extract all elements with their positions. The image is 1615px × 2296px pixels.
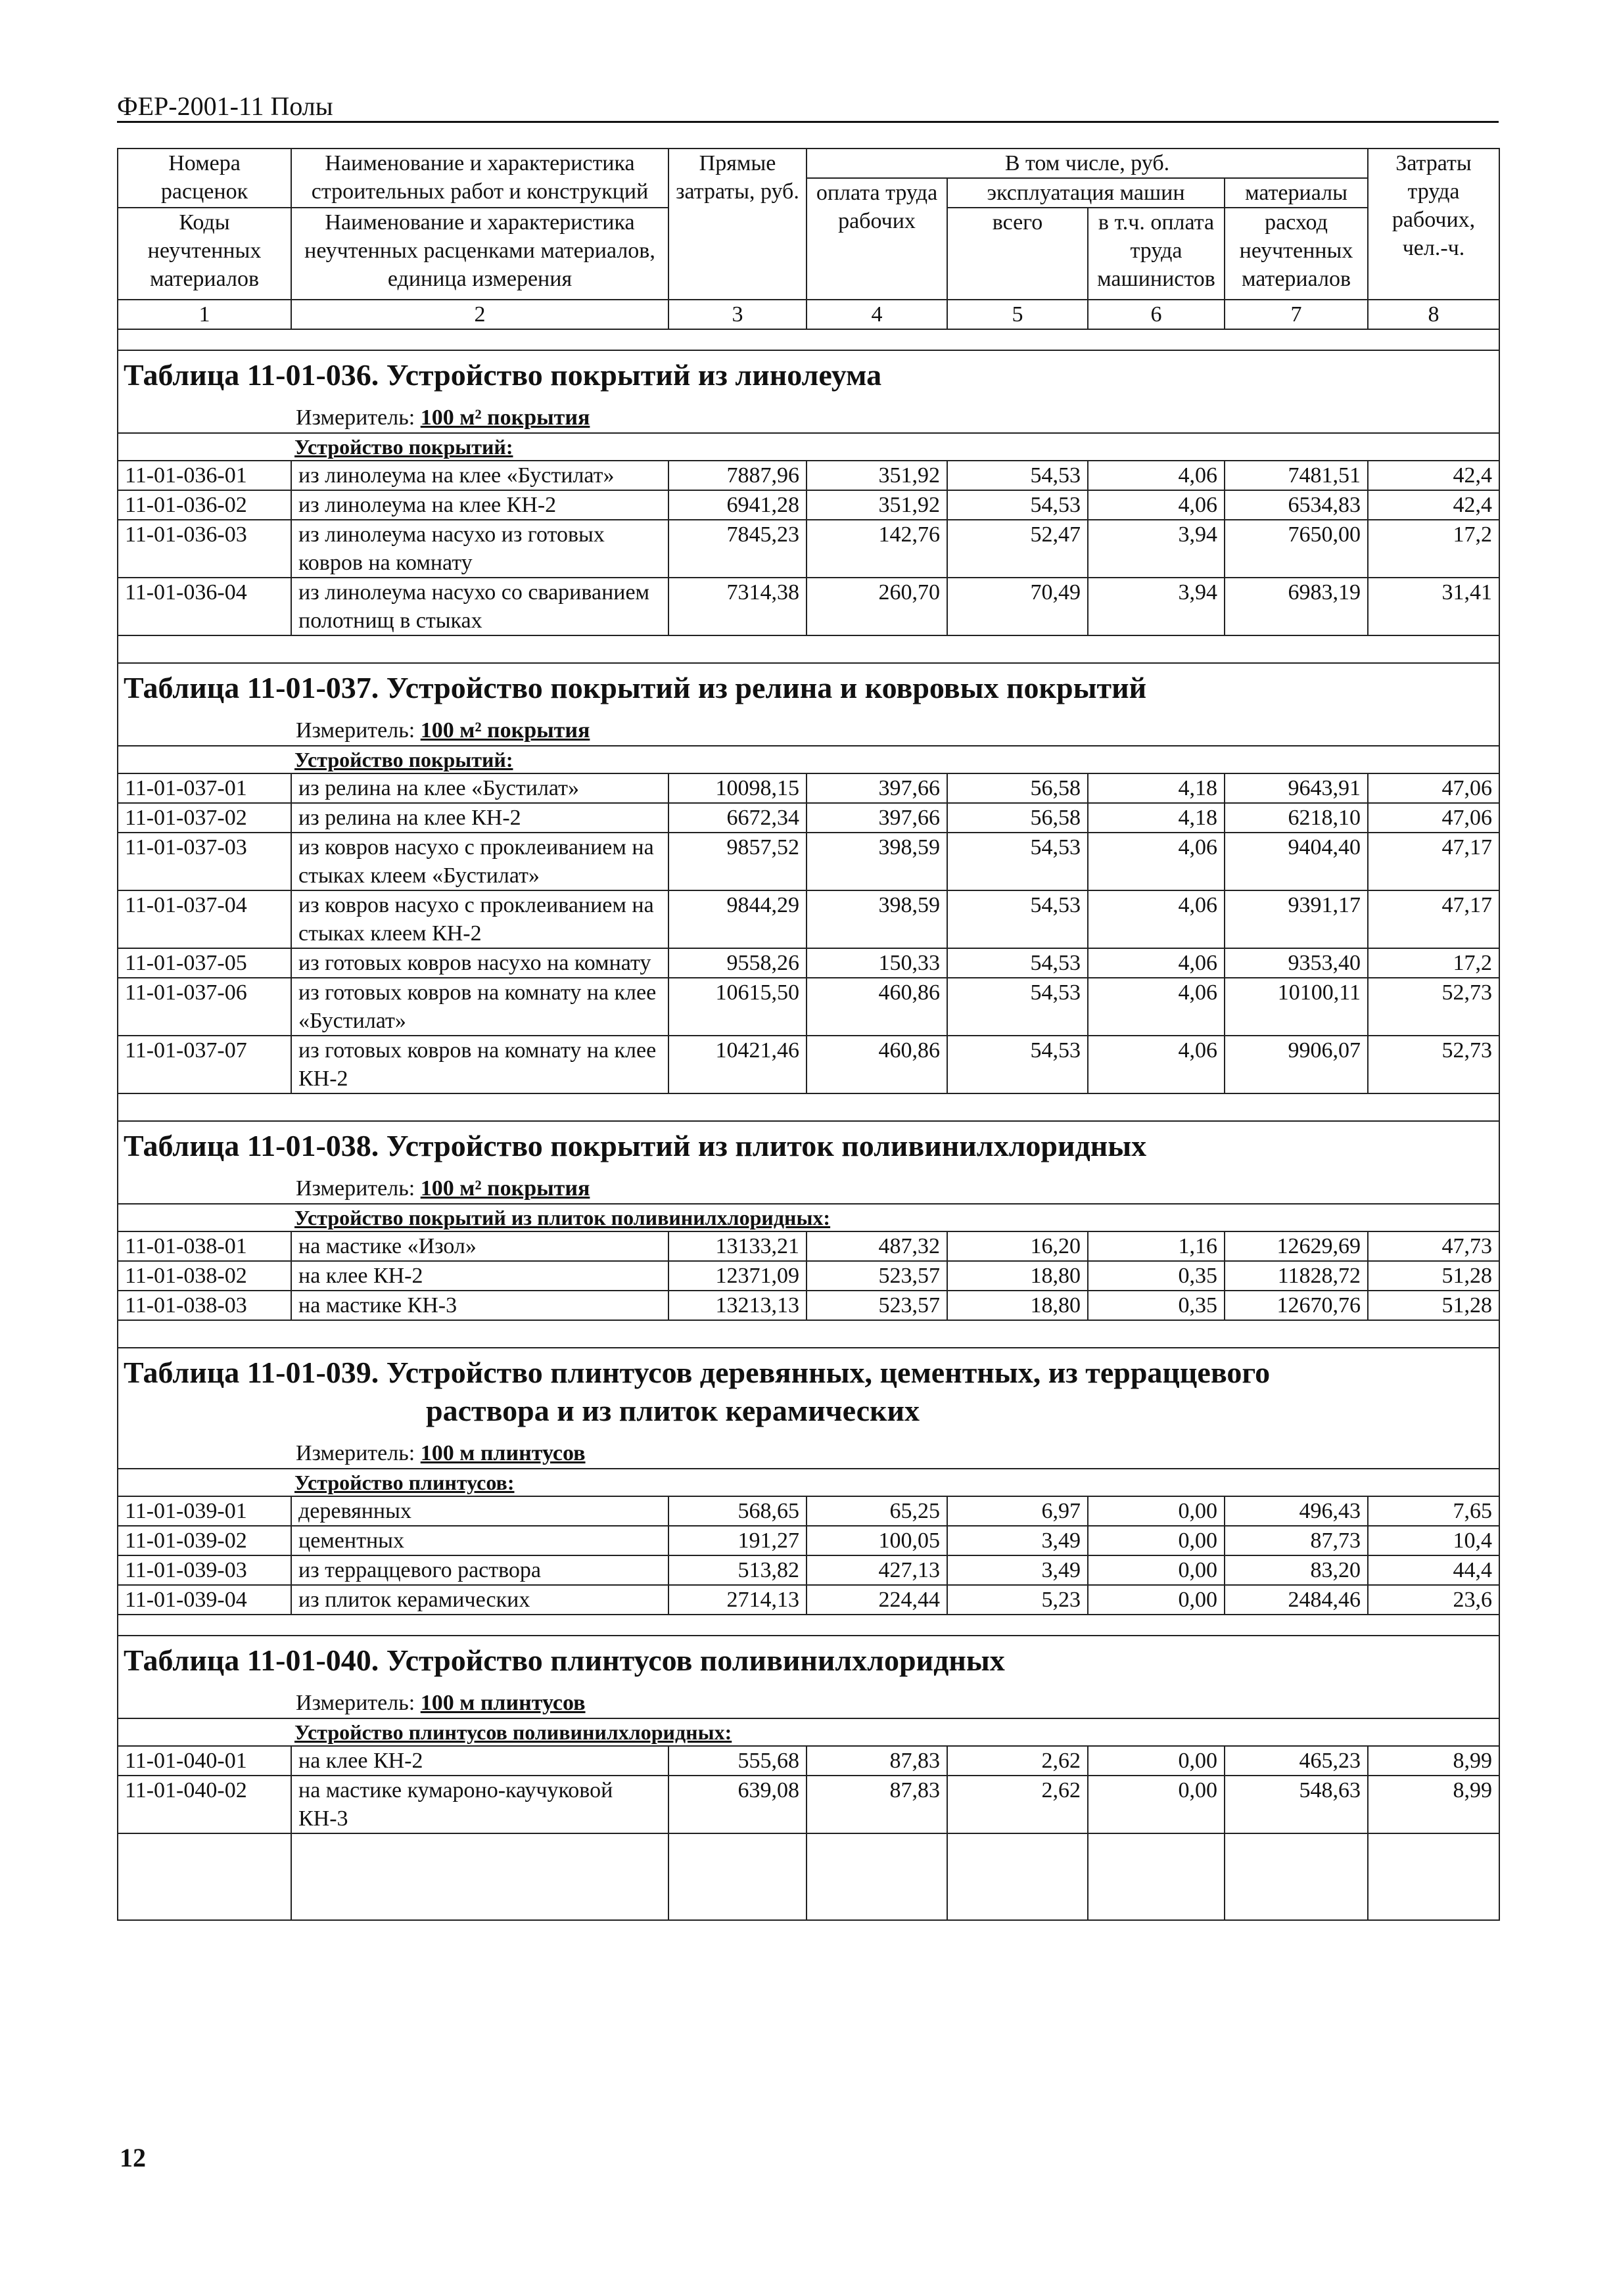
labor-pay-cell: 398,59 (807, 833, 947, 890)
labor-pay-cell: 460,86 (807, 1036, 947, 1093)
table-gap (118, 1320, 1499, 1348)
direct-costs-cell: 13213,13 (668, 1291, 807, 1320)
table-row (118, 1555, 1499, 1585)
table-title-row (118, 350, 1499, 403)
rate-name: из релина на клее «Бустилат» (291, 773, 668, 803)
table-gap (118, 1615, 1499, 1636)
rate-code: 11-01-039-03 (118, 1555, 291, 1585)
machines-total-cell: 54,53 (947, 948, 1088, 978)
labor-pay-cell: 351,92 (807, 490, 947, 520)
labor-pay-cell: 142,76 (807, 520, 947, 578)
rate-code: 11-01-040-02 (118, 1776, 291, 1833)
materials-cell: 7650,00 (1225, 520, 1368, 578)
labor-hours-cell: 47,06 (1368, 773, 1499, 803)
rate-name: на мастике «Изол» (291, 1231, 668, 1261)
operator-pay-cell: 4,06 (1088, 833, 1225, 890)
header-machines: эксплуатация машин (947, 178, 1225, 208)
direct-costs-cell: 7314,38 (668, 578, 807, 635)
direct-costs-cell: 10421,46 (668, 1036, 807, 1093)
labor-pay-cell: 487,32 (807, 1231, 947, 1261)
labor-pay-cell: 427,13 (807, 1555, 947, 1585)
labor-hours-cell: 47,73 (1368, 1231, 1499, 1261)
labor-pay-cell: 224,44 (807, 1585, 947, 1615)
machines-total-cell: 54,53 (947, 490, 1088, 520)
table-row (118, 1585, 1499, 1615)
labor-hours-cell: 44,4 (1368, 1555, 1499, 1585)
labor-hours-cell: 10,4 (1368, 1526, 1499, 1555)
labor-hours-cell: 47,17 (1368, 833, 1499, 890)
table-row (118, 1526, 1499, 1555)
header-labor-cost: Затраты труда рабочих, чел.-ч. (1368, 149, 1499, 300)
labor-pay-cell: 460,86 (807, 978, 947, 1036)
header-rates-num: Номера расценок (118, 149, 291, 208)
direct-costs-cell: 9558,26 (668, 948, 807, 978)
measure-row (118, 716, 1499, 746)
table-row (118, 1776, 1499, 1833)
rate-code: 11-01-037-06 (118, 978, 291, 1036)
operator-pay-cell: 0,00 (1088, 1555, 1225, 1585)
rate-name: из линолеума на клее «Бустилат» (291, 461, 668, 490)
direct-costs-cell: 6941,28 (668, 490, 807, 520)
labor-pay-cell: 87,83 (807, 1776, 947, 1833)
measure-label: Измеритель: (296, 1441, 421, 1465)
operator-pay-cell: 4,06 (1088, 978, 1225, 1036)
labor-pay-cell: 87,83 (807, 1746, 947, 1776)
machines-total-cell: 18,80 (947, 1291, 1088, 1320)
rate-code: 11-01-036-02 (118, 490, 291, 520)
labor-pay-cell: 398,59 (807, 890, 947, 948)
labor-hours-cell: 42,4 (1368, 490, 1499, 520)
rate-name: из ковров насухо с проклеиванием на стыках клеем КН-2 (291, 890, 668, 948)
materials-cell: 9906,07 (1225, 1036, 1368, 1093)
operator-pay-cell: 4,18 (1088, 803, 1225, 833)
labor-pay-cell: 523,57 (807, 1291, 947, 1320)
col-number: 4 (807, 300, 947, 329)
rate-code: 11-01-039-04 (118, 1585, 291, 1615)
machines-total-cell: 3,49 (947, 1526, 1088, 1555)
header-consumption: расход неучтенных материалов (1225, 208, 1368, 300)
measure-label: Измеритель: (296, 405, 421, 430)
table-row (118, 1291, 1499, 1320)
direct-costs-cell: 12371,09 (668, 1261, 807, 1291)
machines-total-cell: 54,53 (947, 1036, 1088, 1093)
materials-cell: 6218,10 (1225, 803, 1368, 833)
table-row (118, 948, 1499, 978)
rate-code: 11-01-036-01 (118, 461, 291, 490)
operator-pay-cell: 4,06 (1088, 1036, 1225, 1093)
section-title: Устройство покрытий: (118, 746, 1499, 773)
rate-code: 11-01-037-04 (118, 890, 291, 948)
labor-hours-cell: 17,2 (1368, 520, 1499, 578)
labor-hours-cell: 52,73 (1368, 1036, 1499, 1093)
materials-cell: 9353,40 (1225, 948, 1368, 978)
rate-name: из готовых ковров на комнату на клее КН-2 (291, 1036, 668, 1093)
rate-code: 11-01-037-02 (118, 803, 291, 833)
machines-total-cell: 18,80 (947, 1261, 1088, 1291)
rate-name: из плиток керамических (291, 1585, 668, 1615)
col-number: 8 (1368, 300, 1499, 329)
page-number: 12 (120, 2143, 146, 2172)
measure-label: Измеритель: (296, 1691, 421, 1715)
section-title: Устройство плинтусов поливинилхлоридных: (118, 1718, 1499, 1746)
labor-hours-cell: 47,06 (1368, 803, 1499, 833)
table-title: Таблица 11-01-036. Устройство покрытий из линолеума (124, 358, 882, 392)
operator-pay-cell: 4,06 (1088, 948, 1225, 978)
table-row (118, 520, 1499, 578)
table-title: Таблица 11-01-040. Устройство плинтусов поливинилхлоридных (124, 1643, 1005, 1677)
materials-cell: 11828,72 (1225, 1261, 1368, 1291)
operator-pay-cell: 0,00 (1088, 1496, 1225, 1526)
operator-pay-cell: 4,06 (1088, 490, 1225, 520)
header-materials: материалы (1225, 178, 1368, 208)
table-row (118, 1746, 1499, 1776)
machines-total-cell: 56,58 (947, 773, 1088, 803)
labor-hours-cell: 51,28 (1368, 1261, 1499, 1291)
operator-pay-cell: 4,06 (1088, 461, 1225, 490)
table-row (118, 890, 1499, 948)
machines-total-cell: 56,58 (947, 803, 1088, 833)
labor-pay-cell: 397,66 (807, 803, 947, 833)
rate-code: 11-01-039-01 (118, 1496, 291, 1526)
rate-code: 11-01-036-03 (118, 520, 291, 578)
header-total: всего (947, 208, 1088, 300)
labor-pay-cell: 260,70 (807, 578, 947, 635)
section-row (118, 1469, 1499, 1496)
section-row (118, 746, 1499, 773)
table-body (118, 329, 1499, 1920)
rate-code: 11-01-036-04 (118, 578, 291, 635)
table-row (118, 1496, 1499, 1526)
table-row (118, 803, 1499, 833)
machines-total-cell: 54,53 (947, 833, 1088, 890)
labor-hours-cell: 31,41 (1368, 578, 1499, 635)
table-title-row (118, 1636, 1499, 1689)
labor-pay-cell: 351,92 (807, 461, 947, 490)
header-codes: Коды неучтенных материалов (118, 208, 291, 300)
labor-hours-cell: 8,99 (1368, 1776, 1499, 1833)
table-row (118, 490, 1499, 520)
labor-hours-cell: 23,6 (1368, 1585, 1499, 1615)
materials-cell: 496,43 (1225, 1496, 1368, 1526)
labor-hours-cell: 17,2 (1368, 948, 1499, 978)
direct-costs-cell: 568,65 (668, 1496, 807, 1526)
table-row (118, 1231, 1499, 1261)
materials-cell: 9404,40 (1225, 833, 1368, 890)
materials-cell: 9391,17 (1225, 890, 1368, 948)
table-row (118, 833, 1499, 890)
header-incl-pay: в т.ч. оплата труда машинистов (1088, 208, 1225, 300)
materials-cell: 465,23 (1225, 1746, 1368, 1776)
materials-cell: 6534,83 (1225, 490, 1368, 520)
materials-cell: 2484,46 (1225, 1585, 1368, 1615)
machines-total-cell: 5,23 (947, 1585, 1088, 1615)
rate-code: 11-01-040-01 (118, 1746, 291, 1776)
col-number: 5 (947, 300, 1088, 329)
labor-pay-cell: 397,66 (807, 773, 947, 803)
rate-name: из линолеума насухо со свариванием полотнищ в стыках (291, 578, 668, 635)
labor-hours-cell: 47,17 (1368, 890, 1499, 948)
rate-name: цементных (291, 1526, 668, 1555)
operator-pay-cell: 0,00 (1088, 1776, 1225, 1833)
table-title: Таблица 11-01-038. Устройство покрытий из плиток поливинилхлоридных (124, 1129, 1147, 1162)
rate-name: из готовых ковров насухо на комнату (291, 948, 668, 978)
direct-costs-cell: 7887,96 (668, 461, 807, 490)
direct-costs-cell: 13133,21 (668, 1231, 807, 1261)
machines-total-cell: 52,47 (947, 520, 1088, 578)
operator-pay-cell: 0,00 (1088, 1585, 1225, 1615)
direct-costs-cell: 513,82 (668, 1555, 807, 1585)
section-row (118, 1718, 1499, 1746)
header-rule (117, 121, 1499, 123)
materials-cell: 87,73 (1225, 1526, 1368, 1555)
measure-unit: 100 м² покрытия (420, 1176, 590, 1201)
rate-code: 11-01-038-01 (118, 1231, 291, 1261)
table-gap (118, 635, 1499, 663)
labor-pay-cell: 100,05 (807, 1526, 947, 1555)
rate-code: 11-01-037-03 (118, 833, 291, 890)
operator-pay-cell: 4,18 (1088, 773, 1225, 803)
labor-hours-cell: 51,28 (1368, 1291, 1499, 1320)
direct-costs-cell: 191,27 (668, 1526, 807, 1555)
materials-cell: 7481,51 (1225, 461, 1368, 490)
table-title: Таблица 11-01-037. Устройство покрытий из релина и ковровых покрытий (124, 671, 1147, 704)
rate-name: деревянных (291, 1496, 668, 1526)
measure-unit: 100 м плинтусов (420, 1691, 586, 1715)
measure-row (118, 403, 1499, 433)
materials-cell: 548,63 (1225, 1776, 1368, 1833)
header-incl: В том числе, руб. (807, 149, 1368, 178)
table-gap (118, 1093, 1499, 1121)
operator-pay-cell: 0,00 (1088, 1526, 1225, 1555)
machines-total-cell: 54,53 (947, 890, 1088, 948)
col-number: 6 (1088, 300, 1225, 329)
rate-code: 11-01-038-02 (118, 1261, 291, 1291)
direct-costs-cell: 555,68 (668, 1746, 807, 1776)
labor-pay-cell: 523,57 (807, 1261, 947, 1291)
col-number: 1 (118, 300, 291, 329)
materials-cell: 12629,69 (1225, 1231, 1368, 1261)
header-name-unc: Наименование и характеристика неучтенных расценками материалов, единица измерения (291, 208, 668, 300)
materials-cell: 9643,91 (1225, 773, 1368, 803)
labor-hours-cell: 52,73 (1368, 978, 1499, 1036)
direct-costs-cell: 10615,50 (668, 978, 807, 1036)
section-title: Устройство покрытий: (118, 433, 1499, 461)
operator-pay-cell: 3,94 (1088, 578, 1225, 635)
col-number: 2 (291, 300, 668, 329)
rate-name: из терраццевого раствора (291, 1555, 668, 1585)
table-title-row (118, 1121, 1499, 1174)
rate-name: из релина на клее КН-2 (291, 803, 668, 833)
rate-name: из линолеума насухо из готовых ковров на комнату (291, 520, 668, 578)
direct-costs-cell: 9857,52 (668, 833, 807, 890)
labor-pay-cell: 65,25 (807, 1496, 947, 1526)
labor-hours-cell: 7,65 (1368, 1496, 1499, 1526)
table-title: Таблица 11-01-039. Устройство плинтусов деревянных, цементных, из терраццевого (124, 1356, 1271, 1389)
price-table (117, 148, 1500, 1921)
header-labor-pay: оплата труда рабочих (807, 178, 947, 300)
col-number: 3 (668, 300, 807, 329)
rate-name: из готовых ковров на комнату на клее «Бустилат» (291, 978, 668, 1036)
table-gap (118, 329, 1499, 350)
measure-label: Измеритель: (296, 718, 421, 743)
rate-code: 11-01-039-02 (118, 1526, 291, 1555)
machines-total-cell: 54,53 (947, 461, 1088, 490)
rate-name: из линолеума на клее КН-2 (291, 490, 668, 520)
materials-cell: 6983,19 (1225, 578, 1368, 635)
table-tail (118, 1833, 1499, 1920)
machines-total-cell: 2,62 (947, 1746, 1088, 1776)
rate-name: на мастике КН-3 (291, 1291, 668, 1320)
col-number: 7 (1225, 300, 1368, 329)
direct-costs-cell: 10098,15 (668, 773, 807, 803)
table-row (118, 978, 1499, 1036)
measure-unit: 100 м плинтусов (420, 1441, 586, 1465)
rate-name: из ковров насухо с проклеиванием на стыках клеем «Бустилат» (291, 833, 668, 890)
table-title-cont: раствора и из плиток керамических (426, 1394, 920, 1427)
materials-cell: 83,20 (1225, 1555, 1368, 1585)
table-row (118, 1036, 1499, 1093)
materials-cell: 10100,11 (1225, 978, 1368, 1036)
direct-costs-cell: 9844,29 (668, 890, 807, 948)
table-title-row (118, 1348, 1499, 1439)
header-direct-costs: Прямые затраты, руб. (668, 149, 807, 300)
measure-label: Измеритель: (296, 1176, 421, 1201)
rate-code: 11-01-037-01 (118, 773, 291, 803)
operator-pay-cell: 0,00 (1088, 1746, 1225, 1776)
direct-costs-cell: 2714,13 (668, 1585, 807, 1615)
operator-pay-cell: 3,94 (1088, 520, 1225, 578)
header-name-char: Наименование и характеристика строительных работ и конструкций (291, 149, 668, 208)
measure-row (118, 1174, 1499, 1204)
section-title: Устройство покрытий из плиток поливинилхлоридных: (118, 1204, 1499, 1231)
section-row (118, 433, 1499, 461)
rate-name: на клее КН-2 (291, 1746, 668, 1776)
operator-pay-cell: 1,16 (1088, 1231, 1225, 1261)
measure-unit: 100 м² покрытия (420, 405, 590, 430)
operator-pay-cell: 4,06 (1088, 890, 1225, 948)
machines-total-cell: 70,49 (947, 578, 1088, 635)
table-row (118, 578, 1499, 635)
measure-row (118, 1439, 1499, 1469)
labor-hours-cell: 42,4 (1368, 461, 1499, 490)
table-title-row (118, 663, 1499, 716)
table-row (118, 461, 1499, 490)
machines-total-cell: 54,53 (947, 978, 1088, 1036)
measure-row (118, 1689, 1499, 1718)
table-row (118, 773, 1499, 803)
rate-code: 11-01-037-07 (118, 1036, 291, 1093)
machines-total-cell: 3,49 (947, 1555, 1088, 1585)
direct-costs-cell: 6672,34 (668, 803, 807, 833)
materials-cell: 12670,76 (1225, 1291, 1368, 1320)
table-header (118, 149, 1499, 329)
labor-pay-cell: 150,33 (807, 948, 947, 978)
operator-pay-cell: 0,35 (1088, 1261, 1225, 1291)
rate-name: на клее КН-2 (291, 1261, 668, 1291)
table-row (118, 1261, 1499, 1291)
section-row (118, 1204, 1499, 1231)
page-header: ФЕР-2001-11 Полы (117, 91, 333, 121)
operator-pay-cell: 0,35 (1088, 1291, 1225, 1320)
direct-costs-cell: 639,08 (668, 1776, 807, 1833)
rate-name: на мастике кумароно-каучуковой КН-3 (291, 1776, 668, 1833)
rate-code: 11-01-038-03 (118, 1291, 291, 1320)
machines-total-cell: 2,62 (947, 1776, 1088, 1833)
direct-costs-cell: 7845,23 (668, 520, 807, 578)
machines-total-cell: 6,97 (947, 1496, 1088, 1526)
measure-unit: 100 м² покрытия (420, 718, 590, 743)
section-title: Устройство плинтусов: (118, 1469, 1499, 1496)
machines-total-cell: 16,20 (947, 1231, 1088, 1261)
rate-code: 11-01-037-05 (118, 948, 291, 978)
labor-hours-cell: 8,99 (1368, 1746, 1499, 1776)
